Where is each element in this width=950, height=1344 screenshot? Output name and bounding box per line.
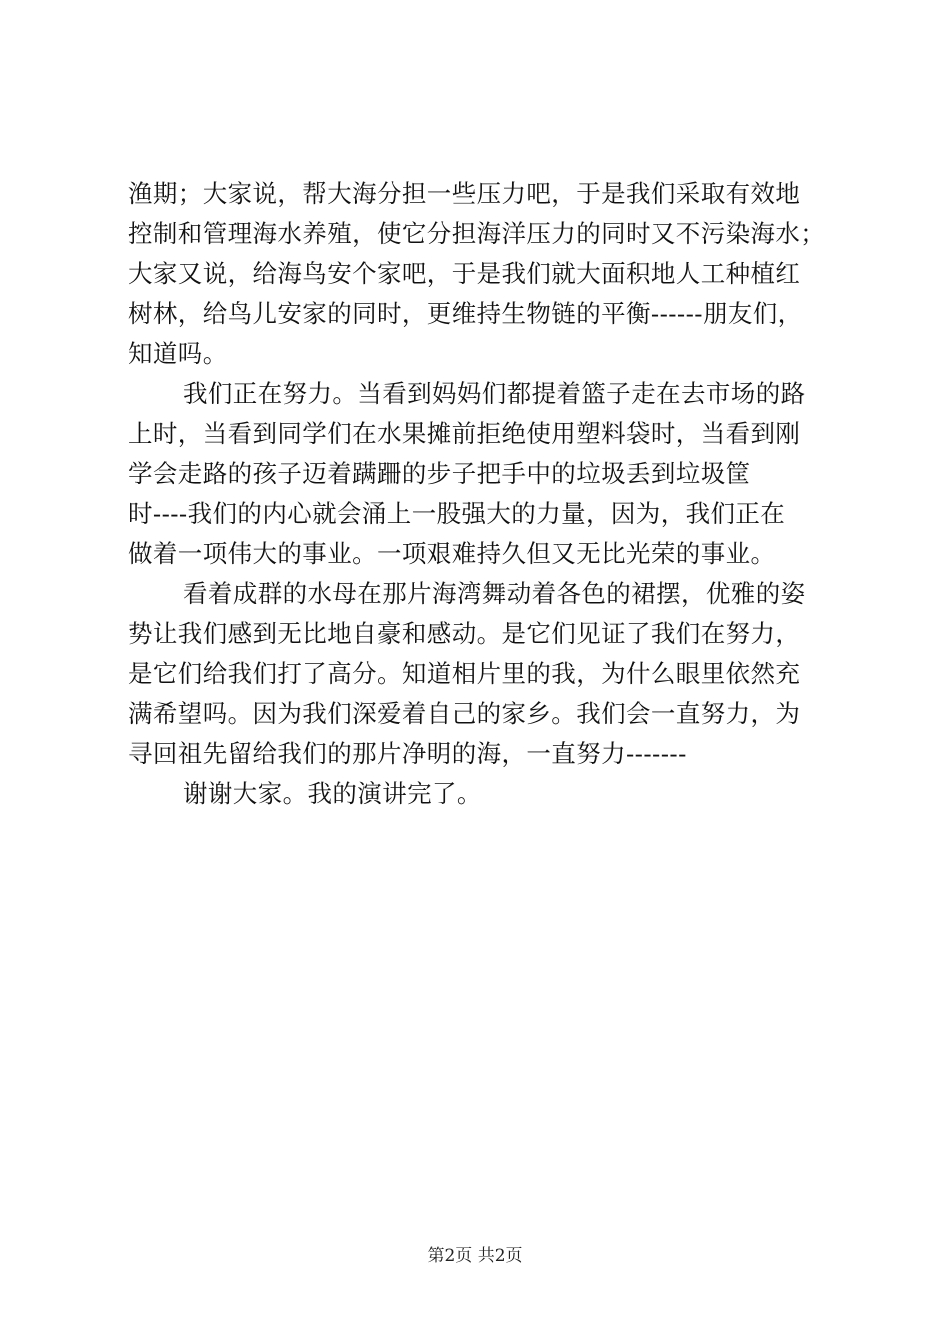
text-line: 知道吗。	[128, 339, 228, 368]
text-line: 学会走路的孩子迈着蹒跚的步子把手中的垃圾丢到垃圾筐	[128, 459, 751, 488]
paragraph-first-line: 我们正在努力。当看到妈妈们都提着篮子走在去市场的路	[183, 379, 806, 408]
text-line: 树林，给鸟儿安家的同时，更维持生物链的平衡------朋友们，	[128, 299, 803, 328]
text-line: 时----我们的内心就会涌上一股强大的力量，因为，我们正在	[128, 499, 786, 528]
paragraph-first-line: 看着成群的水母在那片海湾舞动着各色的裙摆，优雅的姿	[183, 579, 806, 608]
text-line: 大家又说，给海鸟安个家吧，于是我们就大面积地人工种植红	[128, 259, 801, 288]
text-line: 做着一项伟大的事业。一项艰难持久但又无比光荣的事业。	[128, 539, 776, 568]
document-body	[128, 174, 838, 814]
text-line: 控制和管理海水养殖，使它分担海洋压力的同时又不污染海水；	[128, 219, 826, 248]
text-line: 是它们给我们打了高分。知道相片里的我，为什么眼里依然充	[128, 659, 801, 688]
text-line: 渔期；大家说，帮大海分担一些压力吧，于是我们采取有效地	[128, 179, 801, 208]
text-line: 满希望吗。因为我们深爱着自己的家乡。我们会一直努力，为	[128, 699, 801, 728]
text-line: 寻回祖先留给我们的那片净明的海，一直努力-------	[128, 739, 687, 768]
text-line: 势让我们感到无比地自豪和感动。是它们见证了我们在努力，	[128, 619, 801, 648]
page-number: 第2页 共2页	[427, 1246, 523, 1266]
text-line: 上时，当看到同学们在水果摊前拒绝使用塑料袋时，当看到刚	[128, 419, 801, 448]
page-footer	[0, 1244, 950, 1268]
closing-line: 谢谢大家。我的演讲完了。	[183, 779, 482, 808]
